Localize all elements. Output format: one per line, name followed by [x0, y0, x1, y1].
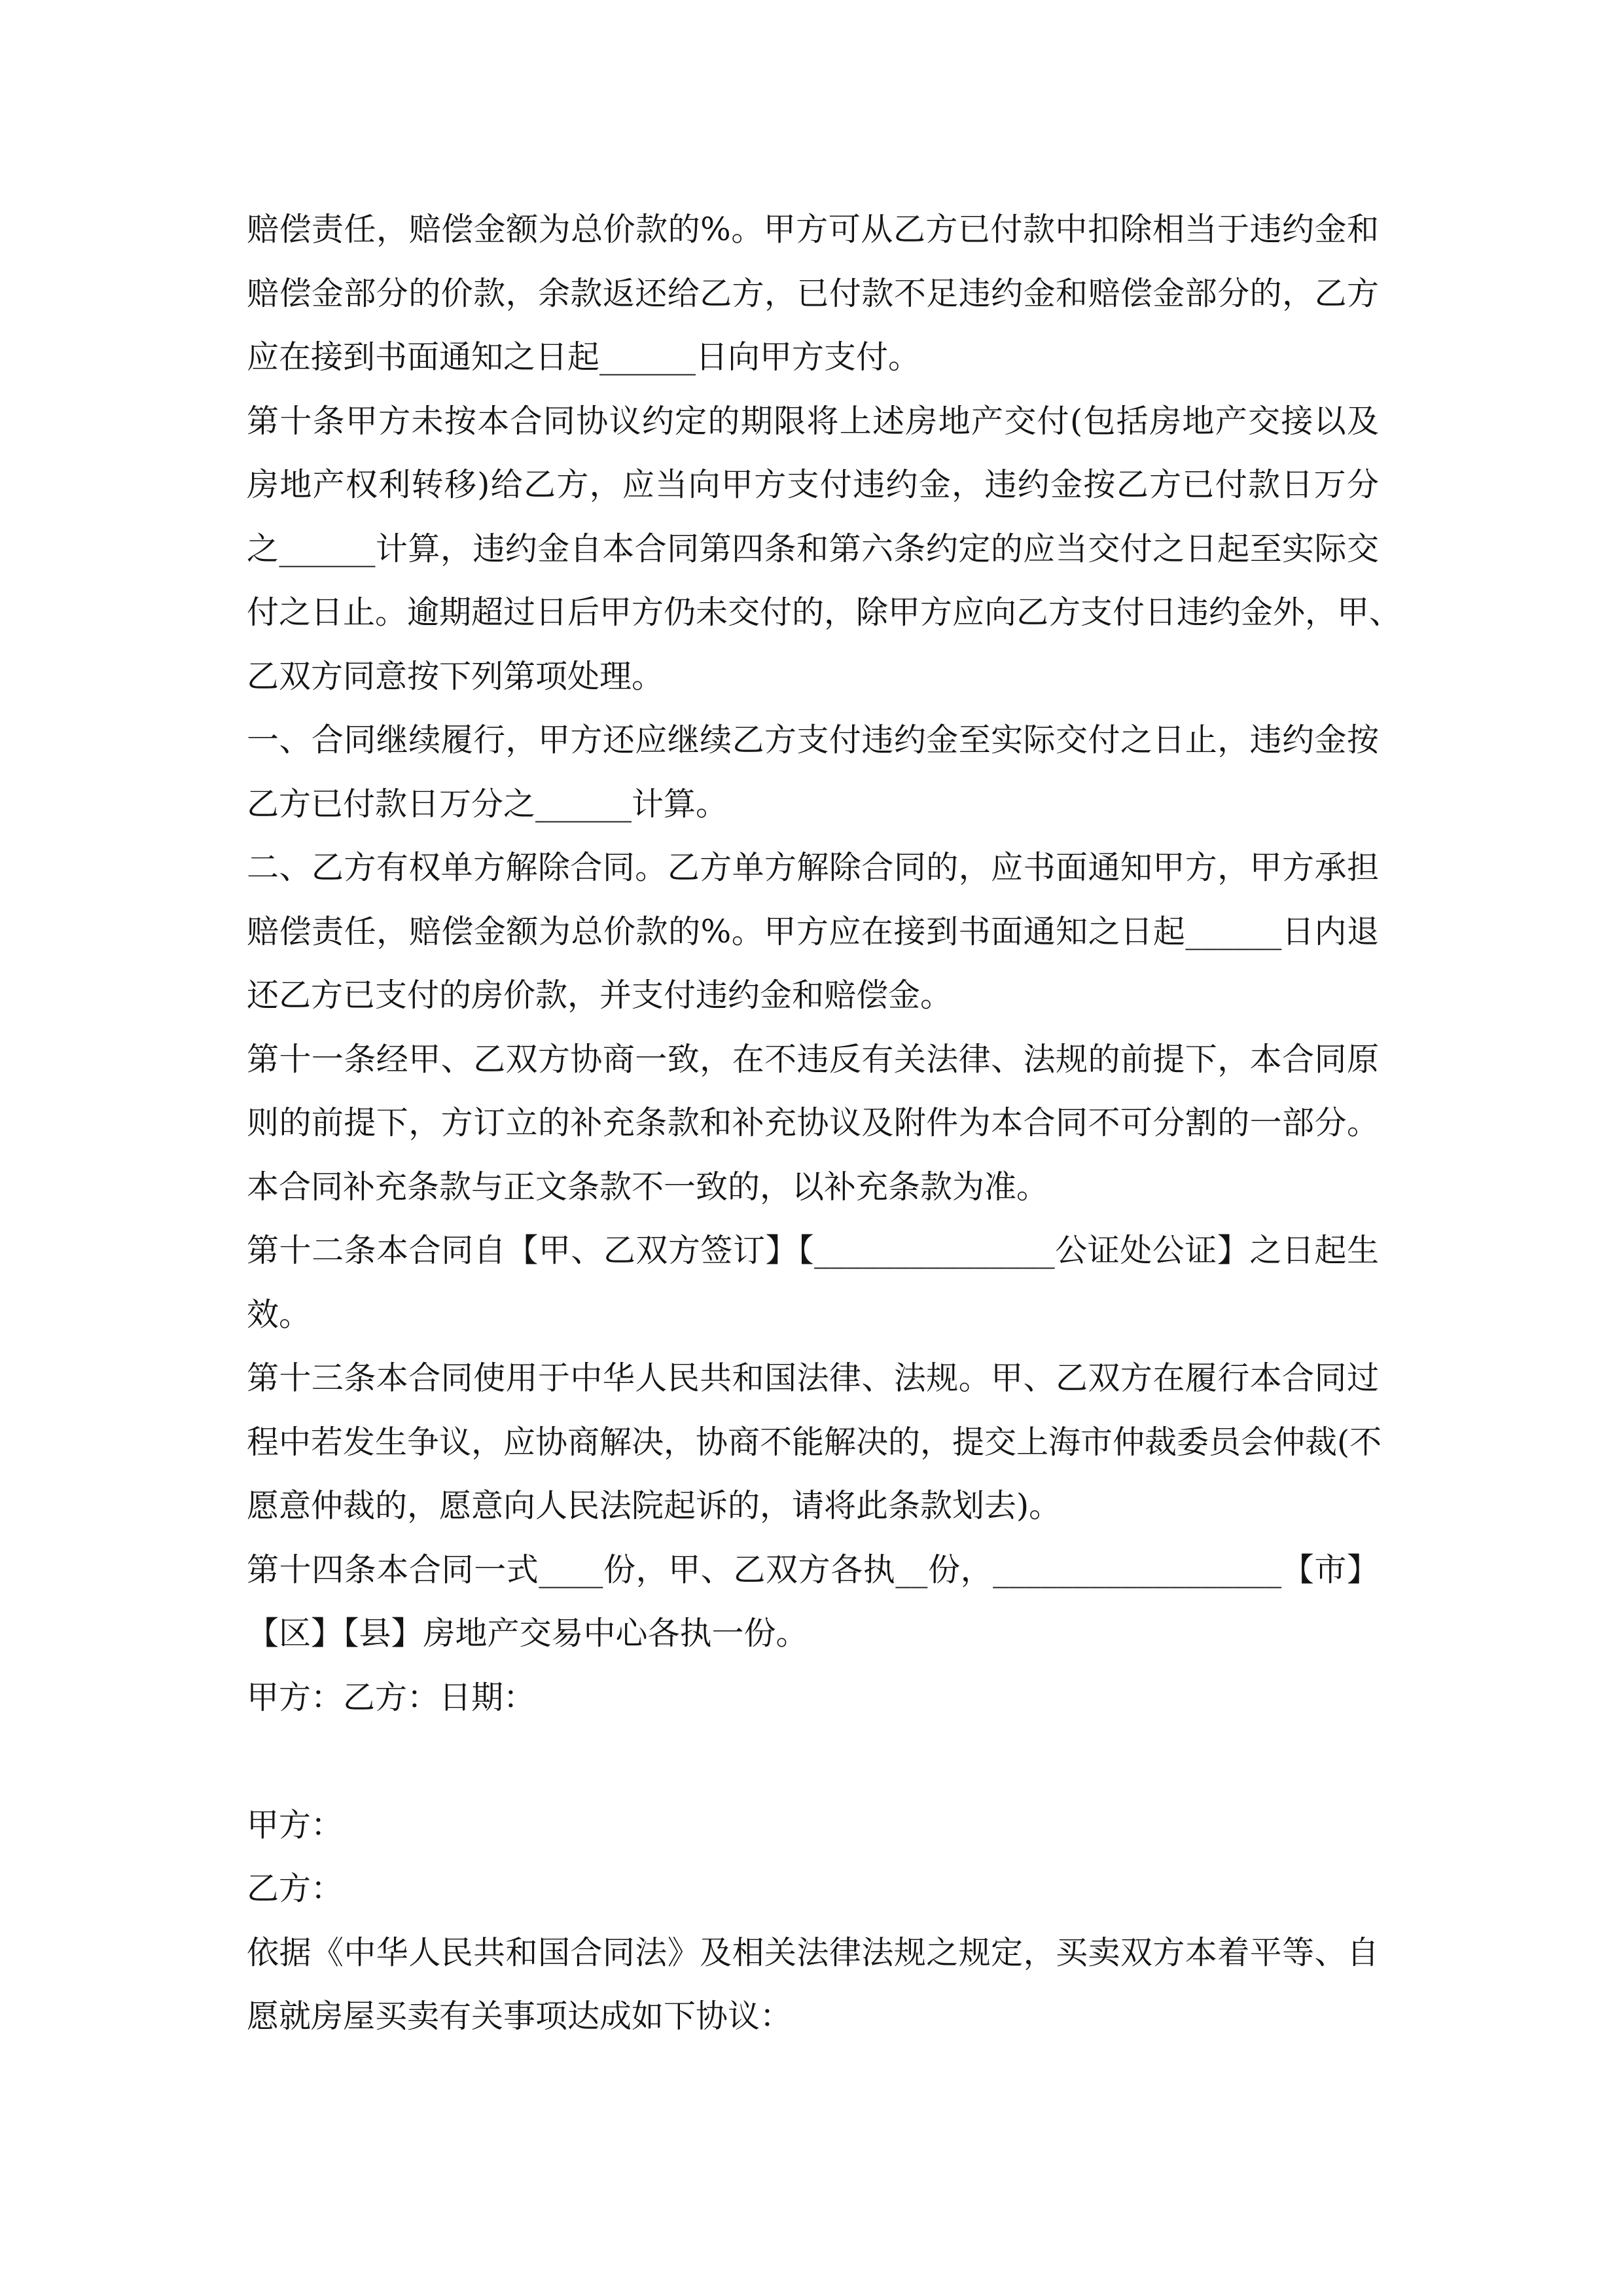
text-line: 本合同补充条款与正文条款不一致的，以补充条款为准。 — [247, 1168, 1049, 1206]
text-line: 赔偿责任，赔偿金额为总价款的%。甲方可从乙方已付款中扣除相当于违约金和 — [247, 211, 1379, 248]
text-line: 第十二条本合同自【甲、乙双方签订】【_______________公证处公证】之日起生 — [247, 1232, 1379, 1269]
text-line: 应在接到书面通知之日起______日向甲方支付。 — [247, 338, 921, 376]
blank-spacer — [247, 1729, 1379, 1793]
text-line: 第十一条经甲、乙双方协商一致，在不违反有关法律、法规的前提下，本合同原 — [247, 1040, 1379, 1078]
text-line: 房地产权利转移)给乙方，应当向甲方支付违约金，违约金按乙方已付款日万分 — [247, 466, 1379, 503]
text-line: 则的前提下，方订立的补充条款和补充协议及附件为本合同不可分割的一部分。 — [247, 1104, 1379, 1141]
text-line: 依据《中华人民共和国合同法》及相关法律法规之规定，买卖双方本着平等、自 — [247, 1933, 1379, 1971]
text-line: 【区】【县】房地产交易中心各执一份。 — [247, 1615, 808, 1652]
text-line: 程中若发生争议，应协商解决，协商不能解决的，提交上海市仲裁委员会仲裁(不 — [247, 1423, 1382, 1461]
text-line: 之______计算，违约金自本合同第四条和第六条约定的应当交付之日起至实际交 — [247, 529, 1379, 567]
text-line: 还乙方已支付的房价款，并支付违约金和赔偿金。 — [247, 977, 953, 1014]
text-line: 乙双方同意按下列第项处理。 — [247, 657, 664, 695]
text-line: 愿意仲裁的，愿意向人民法院起诉的，请将此条款划去)。 — [247, 1487, 1061, 1524]
text-line: 效。 — [247, 1295, 312, 1333]
text-line: 赔偿金部分的价款，余款返还给乙方，已付款不足违约金和赔偿金部分的，乙方 — [247, 274, 1379, 312]
party-a-label: 甲方： — [247, 1806, 344, 1844]
party-b-label: 乙方： — [247, 1870, 344, 1907]
contract-body — [247, 198, 1402, 2049]
text-line: 乙方已付款日万分之______计算。 — [247, 785, 728, 823]
text-line: 赔偿责任，赔偿金额为总价款的%。甲方应在接到书面通知之日起______日内退 — [247, 912, 1379, 950]
signature-summary-line: 甲方：乙方：日期： — [247, 1678, 536, 1716]
text-line: 二、乙方有权单方解除合同。乙方单方解除合同的，应书面通知甲方，甲方承担 — [247, 849, 1379, 886]
text-line: 一、合同继续履行，甲方还应继续乙方支付违约金至实际交付之日止，违约金按 — [247, 721, 1379, 759]
text-line: 付之日止。逾期超过日后甲方仍未交付的，除甲方应向乙方支付日违约金外，甲、 — [247, 594, 1402, 631]
text-line: 第十三条本合同使用于中华人民共和国法律、法规。甲、乙双方在履行本合同过 — [247, 1359, 1379, 1397]
text-line: 愿就房屋买卖有关事项达成如下协议： — [247, 1998, 793, 2035]
text-line: 第十条甲方未按本合同协议约定的期限将上述房地产交付(包括房地产交接以及 — [247, 402, 1379, 440]
text-line: 第十四条本合同一式____份，甲、乙双方各执__份，__________________【市】 — [247, 1551, 1379, 1588]
